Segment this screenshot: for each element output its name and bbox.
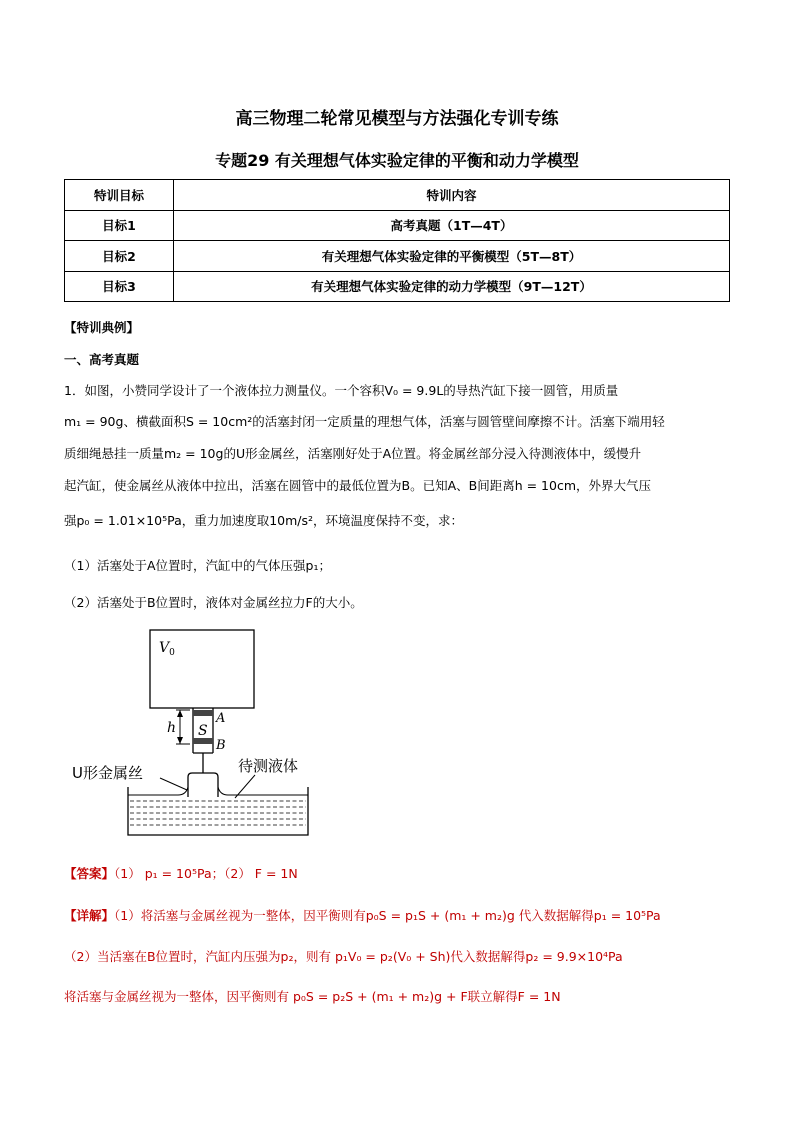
label-u-wire: U形金属丝	[72, 764, 143, 782]
apparatus-diagram	[70, 625, 330, 845]
goals-table	[64, 179, 730, 302]
table-header-cell: 特训内容	[174, 180, 730, 211]
table-cell: 目标2	[65, 241, 174, 272]
liquid-hatching	[130, 801, 306, 825]
table-cell: 有关理想气体实验定律的平衡模型（5T—8T）	[174, 241, 730, 272]
problem-line: 1．如图，小赞同学设计了一个液体拉力测量仪。一个容积V₀ = 9.9L的导热汽缸下接一圆管，用质量	[64, 383, 619, 398]
leader-u-wire	[160, 778, 187, 790]
problem-line: m₁ = 90g、横截面积S = 10cm²的活塞封闭一定质量的理想气体，活塞与圆管壁间摩擦不计。活塞下端用轻	[64, 414, 665, 429]
table-cell: 目标3	[65, 271, 174, 302]
u-wire	[188, 773, 218, 797]
topic-title: 专题29 有关理想气体实验定律的平衡和动力学模型	[215, 151, 579, 170]
table-cell: 目标1	[65, 210, 174, 241]
question-2: （2）活塞处于B位置时，液体对金属丝拉力F的大小。	[64, 595, 363, 610]
table-row	[65, 271, 730, 302]
v0-label: $V_0$	[159, 640, 175, 658]
question-1: （1）活塞处于A位置时，汽缸中的气体压强p₁；	[64, 558, 331, 573]
label-b: B	[216, 738, 226, 753]
label-h: h	[167, 720, 177, 736]
detail-text: （1）将活塞与金属丝视为一整体，因平衡则有p₀S = p₁S + (m₁ + m₂)g 代入数据解得p₁ = 10⁵Pa	[114, 908, 661, 923]
detail-line: （2）当活塞在B位置时，汽缸内压强为p₂，则有 p₁V₀ = p₂(V₀ + Sh)代入数据解得p₂ = 9.9×10⁴Pa	[64, 949, 623, 964]
label-liquid: 待测液体	[238, 757, 299, 775]
part-label: 一、高考真题	[64, 352, 140, 367]
problem-line: 强p₀ = 1.01×10⁵Pa，重力加速度取10m/s²，环境温度保持不变，求：	[64, 513, 464, 528]
table-cell: 高考真题（1T—4T）	[174, 210, 730, 241]
document-title: 高三物理二轮常见模型与方法强化专训专练	[235, 109, 559, 129]
answer-line	[64, 864, 298, 882]
table-row	[65, 210, 730, 241]
table-row	[65, 241, 730, 272]
problem-line: 起汽缸，使金属丝从液体中拉出，活塞在圆管中的最低位置为B。已知A、B间距离h = 10cm，外界大气压	[64, 478, 652, 493]
section-label: 【特训典例】	[64, 320, 140, 335]
label-s: S	[198, 723, 208, 739]
table-cell: 有关理想气体实验定律的动力学模型（9T—12T）	[174, 271, 730, 302]
label-a: A	[216, 711, 226, 726]
detail-line: 将活塞与金属丝视为一整体，因平衡则有 p₀S = p₂S + (m₁ + m₂)g + F联立解得F = 1N	[64, 989, 561, 1004]
h-arrow-up	[177, 710, 183, 717]
detail-line	[64, 906, 661, 924]
table-header-cell: 特训目标	[65, 180, 174, 211]
h-arrow-down	[177, 737, 183, 744]
detail-tag: 【详解】	[64, 908, 115, 923]
problem-line: 质细绳悬挂一质量m₂ = 10g的U形金属丝，活塞刚好处于A位置。将金属丝部分浸入待测液体中，缓慢升	[64, 446, 642, 461]
answer-tag: 【答案】	[64, 866, 115, 881]
piston-position-a	[193, 710, 213, 716]
answer-text: （1） p₁ = 10⁵Pa；（2） F = 1N	[114, 866, 298, 881]
table-header-row	[65, 180, 730, 211]
